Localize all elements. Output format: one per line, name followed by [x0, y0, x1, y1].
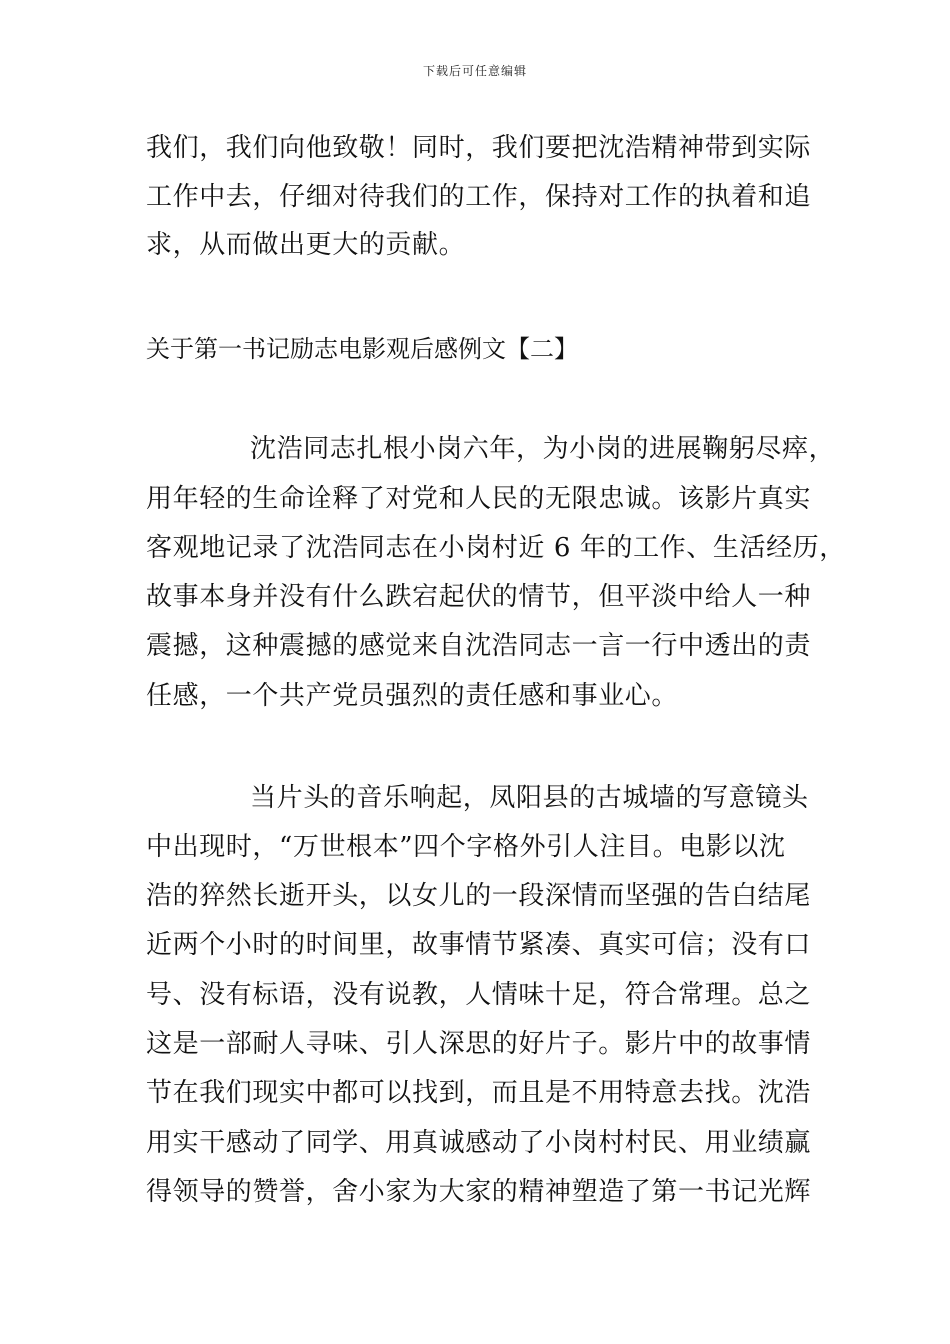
paragraph-3-line: 节在我们现实中都可以找到，而且是不用特意去找。沈浩 — [146, 1078, 812, 1108]
paragraph-2-line: 客观地记录了沈浩同志在小岗村近 6 年的工作、生活经历， — [146, 533, 846, 563]
paragraph-3-line: 浩的猝然长逝开头，以女儿的一段深情而坚强的告白结尾 — [146, 881, 812, 911]
paragraph-2-line: 沈浩同志扎根小岗六年，为小岗的进展鞠躬尽瘁， — [250, 434, 836, 464]
paragraph-3-line: 这是一部耐人寻味、引人深思的好片子。影片中的故事情 — [146, 1029, 812, 1059]
paragraph-1-line: 我们，我们向他致敬！同时，我们要把沈浩精神带到实际 — [146, 133, 812, 163]
paragraph-2-line: 震撼，这种震撼的感觉来自沈浩同志一言一行中透出的责 — [146, 631, 812, 661]
section-heading: 关于第一书记励志电影观后感例文【二】 — [146, 335, 578, 363]
paragraph-3-line: 用实干感动了同学、用真诚感动了小岗村村民、用业绩赢 — [146, 1128, 812, 1158]
paragraph-1-line: 求，从而做出更大的贡献。 — [146, 230, 466, 260]
paragraph-3-line: 号、没有标语，没有说教，人情味十足，符合常理。总之 — [146, 980, 812, 1010]
paragraph-2-line: 任感，一个共产党员强烈的责任感和事业心。 — [146, 681, 679, 711]
paragraph-2-line: 用年轻的生命诠释了对党和人民的无限忠诚。该影片真实 — [146, 484, 812, 514]
paragraph-2-line: 故事本身并没有什么跌宕起伏的情节，但平淡中给人一种 — [146, 582, 812, 612]
paragraph-3-line: 当片头的音乐响起，凤阳县的古城墙的写意镜头 — [250, 783, 809, 813]
paragraph-3-line: 得领导的赞誉，舍小家为大家的精神塑造了第一书记光辉 — [146, 1177, 812, 1207]
paragraph-3-line: 中出现时，“万世根本”四个字格外引人注目。电影以沈 — [146, 832, 786, 862]
page-header: 下载后可任意编辑 — [422, 64, 527, 78]
paragraph-1-line: 工作中去，仔细对待我们的工作，保持对工作的执着和追 — [146, 182, 812, 212]
paragraph-3-line: 近两个小时的时间里，故事情节紧凑、真实可信；没有口 — [146, 930, 812, 960]
